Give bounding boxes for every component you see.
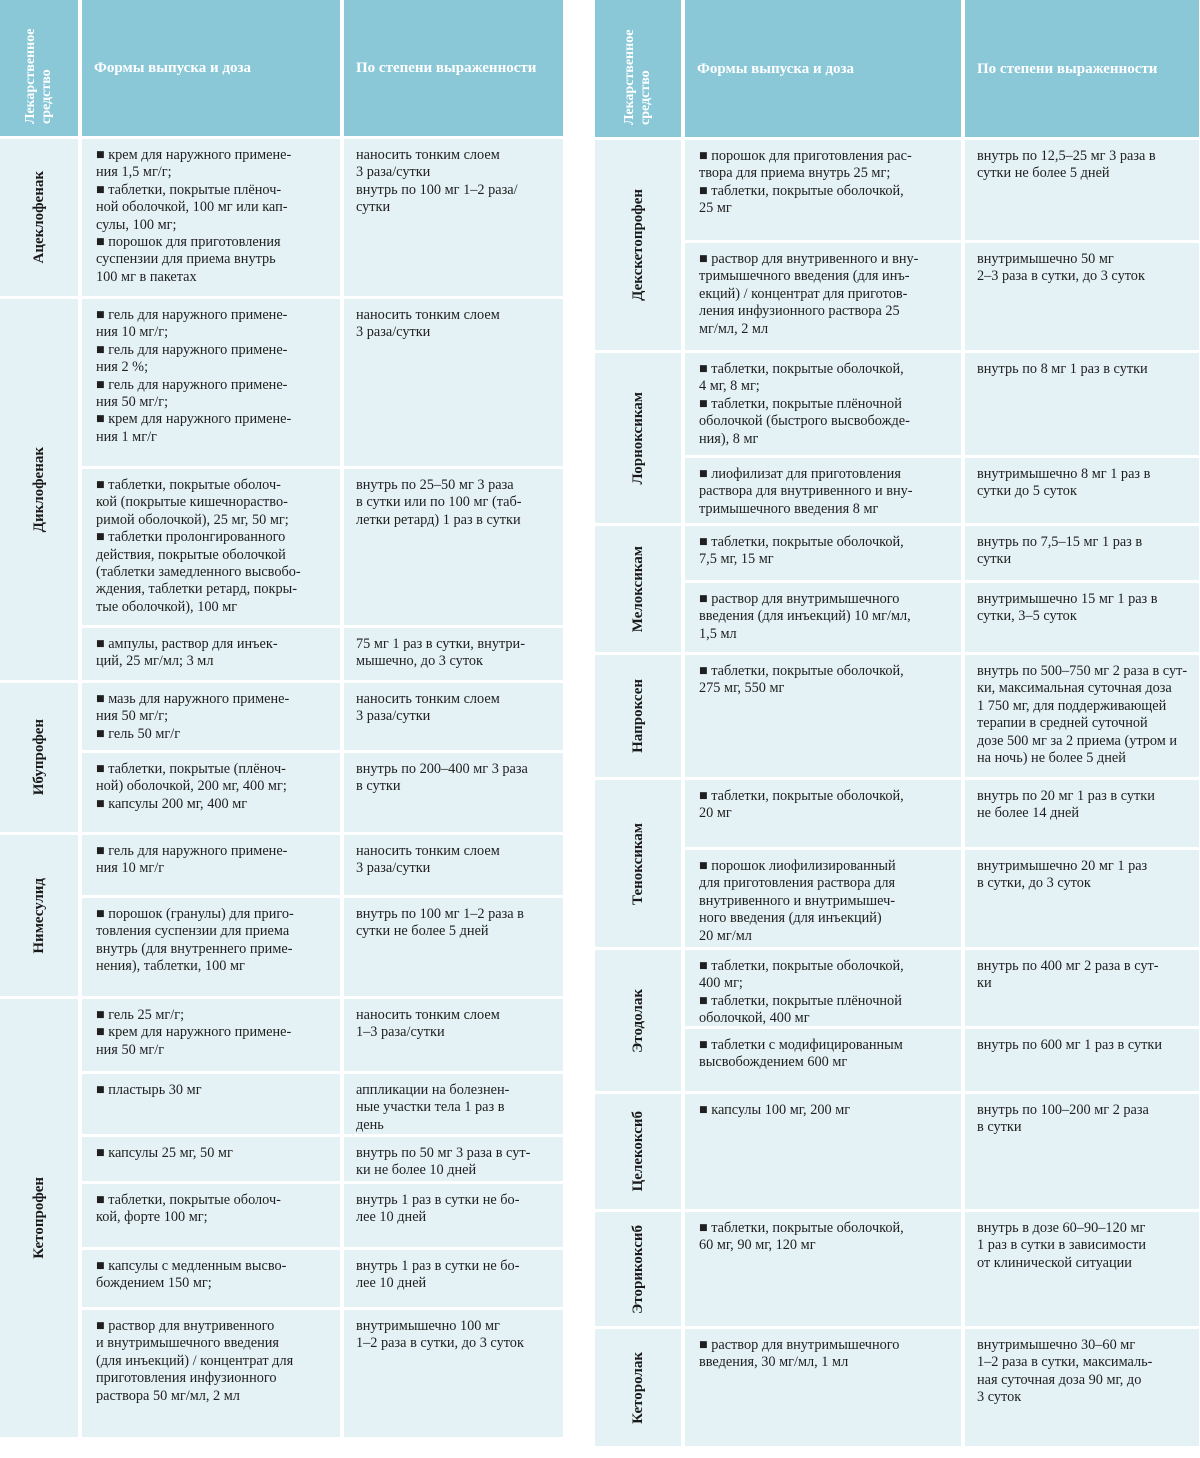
release-form-line: ■ таблетки, покрытые плёноч- [96,181,282,198]
release-forms-cell [82,1137,340,1181]
release-form-line: ■ крем для наружного примене- [96,147,292,163]
release-form-line: 4 мг, 8 мг; [699,378,760,395]
drug-name-cell [0,999,78,1437]
dosage-cell [344,628,563,680]
release-form-line: ■ пластырь 30 мг [96,1082,202,1098]
release-form-line: ■ лиофилизат для приготовления [699,466,901,482]
release-form-line: (таблетки замедленного высвобо- [96,564,301,581]
release-form-line: 20 мг/мл [699,927,752,944]
release-form-line: ■ раствор для внутривенного и вну- [699,251,919,267]
release-form-line: кой, форте 100 мг; [96,1209,208,1226]
dosage-line: наносить тонким слоем [356,1007,500,1023]
release-form-line: ■ капсулы с медленным высво- [96,1258,287,1274]
dosage-line: внутримышечно 15 мг 1 раз в [977,591,1158,607]
release-form-line: ■ гель для наружного примене- [96,843,288,859]
drug-name: Теноксикам [629,822,646,905]
dosage-cell [344,898,563,996]
dosage-line: 3 суток [977,1389,1022,1406]
release-form-line: ■ таблетки, покрытые плёночной [699,395,902,412]
release-form-line: ния 1,5 мг/г; [96,164,172,181]
release-forms-cell [82,628,340,680]
release-forms-cell [82,1184,340,1247]
dosage-line: 75 мг 1 раз в сутки, внутри- [356,636,525,652]
drug-name-cell [0,683,78,832]
dosage-cell [344,1074,563,1134]
dosage-line: ки [977,975,992,992]
release-form-line: ния 50 мг/г; [96,708,169,725]
drug-name: Нимесулид [30,877,47,954]
dosage-line: 2–3 раза в сутки, до 3 суток [977,268,1145,285]
header-dosage: По степени выраженности [965,0,1199,137]
dosage-cell [965,353,1199,455]
release-forms-cell [685,1212,961,1326]
release-forms-cell [685,1329,961,1446]
dosage-line: внутрь по 100 мг 1–2 раза/ [356,181,518,198]
dosage-cell [344,999,563,1071]
release-form-line: 20 мг [699,805,732,822]
release-forms-cell [685,243,961,350]
release-form-line: суспензии для приема внутрь [96,251,276,268]
dosage-line: внутрь по 12,5–25 мг 3 раза в [977,148,1156,164]
release-form-line: римой оболочкой), 25 мг, 50 мг; [96,511,289,528]
release-forms-cell [82,835,340,895]
drug-name-cell [595,655,681,777]
drug-name: Декскетопрофен [629,189,646,301]
release-forms-cell [685,655,961,777]
release-form-line: приготовления инфузионного [96,1370,277,1387]
dosage-line: внутрь по 25–50 мг 3 раза [356,477,514,493]
dosage-line: в сутки [356,778,401,795]
drug-name: Кеторолак [629,1351,646,1424]
dosage-line: внутрь по 100 мг 1–2 раза в [356,906,524,922]
release-form-line: 400 мг; [699,975,743,992]
release-form-line: ния 50 мг/г [96,1041,165,1058]
dosage-line: 1 раз в сутки в зависимости [977,1237,1147,1254]
dosage-line: внутрь в дозе 60–90–120 мг [977,1220,1146,1236]
release-form-line: ■ таблетки пролонгированного [96,529,286,546]
release-form-line: ■ порошок для приготовления [96,234,281,251]
release-form-line: ■ капсулы 100 мг, 200 мг [699,1102,851,1118]
dosage-line: дозе 500 мг за 2 приема (утром и [977,732,1178,749]
release-form-line: тримышечного введения 8 мг [699,500,879,517]
release-form-line: ■ ампулы, раствор для инъек- [96,636,278,652]
header-forms: Формы выпуска и доза [685,0,961,137]
dosage-line: сутки до 5 суток [977,483,1077,500]
dosage-cell [965,526,1199,580]
release-forms-cell [685,850,961,947]
dosage-line: мышечно, до 3 суток [356,653,483,670]
release-form-line: ■ таблетки с модифицированным [699,1037,903,1053]
release-form-line: екций) / концентрат для приготов- [699,285,908,302]
dosage-line: сутки [356,199,391,216]
dosage-cell [344,299,563,466]
release-form-line: кой (покрытые кишечнораство- [96,494,288,511]
drug-name-cell [595,780,681,947]
dosage-line: ки не более 10 дней [356,1162,477,1179]
drug-name: Целекоксиб [629,1111,646,1192]
drug-name-cell [595,1094,681,1209]
release-form-line: введения (для инъекций) 10 мг/мл, [699,608,911,625]
release-form-line: (для инъекций) / концентрат для [96,1352,294,1369]
dosage-cell [344,1310,563,1437]
dosage-cell [965,950,1199,1026]
release-form-line: ■ порошок лиофилизированный [699,858,896,874]
dosage-line: 1 750 мг, для поддерживающей [977,697,1167,714]
release-form-line: действия, покрытые оболочкой [96,546,286,563]
release-forms-cell [82,683,340,750]
dosage-line: ные участки тела 1 раз в [356,1099,505,1116]
dosage-cell [344,683,563,750]
dosage-line: 1–2 раза в сутки, максималь- [977,1354,1153,1371]
dosage-line: наносить тонким слоем [356,691,500,707]
dosage-cell [344,469,563,625]
release-form-line: тые оболочкой), 100 мг [96,598,238,615]
release-forms-cell [685,526,961,580]
release-form-line: ■ капсулы 200 мг, 400 мг [96,795,248,812]
dosage-line: внутрь по 200–400 мг 3 раза [356,761,528,777]
release-forms-cell [685,950,961,1026]
drug-name: Лорноксикам [629,391,646,485]
dosage-cell [965,655,1199,777]
right-dosage-table [595,0,1199,1458]
release-forms-cell [685,140,961,240]
drug-name: Диклофенак [30,446,47,533]
release-form-line: ■ крем для наружного примене- [96,411,292,428]
release-form-line: ния), 8 мг [699,430,759,447]
drug-name: Напроксен [629,679,646,753]
dosage-line: лее 10 дней [356,1275,427,1292]
release-form-line: оболочкой (быстрого высвобожде- [699,413,910,430]
dosage-line: внутримышечно 50 мг [977,251,1114,267]
dosage-line: не более 14 дней [977,805,1079,822]
release-forms-cell [685,1029,961,1091]
release-form-line: оболочкой, 400 мг [699,1010,810,1026]
dosage-line: лее 10 дней [356,1209,427,1226]
dosage-cell [344,1250,563,1307]
release-form-line: внутрь (для внутреннего приме- [96,940,293,957]
release-form-line: ния 10 мг/г [96,860,165,877]
release-form-line: ■ таблетки, покрытые оболочкой, [699,182,904,199]
release-form-line: внутривенного и внутримышеч- [699,892,896,909]
release-form-line: 100 мг в пакетах [96,268,197,285]
dosage-cell [965,458,1199,523]
drug-name-cell [595,526,681,652]
release-form-line: ■ гель для наружного примене- [96,341,288,358]
dosage-line: внутримышечно 30–60 мг [977,1337,1136,1353]
dosage-line: день [356,1116,384,1133]
left-dosage-table [0,0,563,1458]
drug-name-cell [595,353,681,523]
dosage-line: внутрь по 50 мг 3 раза в сут- [356,1145,531,1161]
release-forms-cell [685,1094,961,1209]
dosage-cell [965,1212,1199,1326]
dosage-cell [344,139,563,296]
release-form-line: ■ таблетки, покрытые оболочкой, [699,361,904,377]
release-form-line: ■ таблетки, покрытые плёночной [699,992,902,1009]
release-form-line: ной оболочкой, 100 мг или кап- [96,199,288,216]
release-form-line: раствора для внутривенного и вну- [699,483,913,500]
dosage-cell [344,1137,563,1181]
release-form-line: ■ гель для наружного примене- [96,307,288,323]
release-form-line: ■ гель 25 мг/г; [96,1007,185,1023]
dosage-line: 1–2 раза в сутки, до 3 суток [356,1335,524,1352]
dosage-cell [965,1094,1199,1209]
release-form-line: ■ таблетки, покрытые оболочкой, [699,788,904,804]
drug-name-cell [0,139,78,296]
release-form-line: ■ капсулы 25 мг, 50 мг [96,1145,233,1161]
dosage-line: наносить тонким слоем [356,843,500,859]
release-forms-cell [82,898,340,996]
dosage-line: сутки не более 5 дней [356,923,489,940]
header-drug-label: Лекарственное средство [23,28,54,124]
release-form-line: ■ таблетки, покрытые оболочкой, [699,534,904,550]
release-form-line: ■ раствор для внутримышечного [699,591,900,607]
dosage-line: 3 раза/сутки [356,324,431,341]
dosage-cell [965,583,1199,652]
dosage-line: внутримышечно 20 мг 1 раз [977,858,1148,874]
dosage-line: внутрь по 600 мг 1 раз в сутки [977,1037,1163,1053]
dosage-line: 1–3 раза/сутки [356,1024,445,1041]
dosage-line: на ночь) не более 5 дней [977,750,1126,767]
release-form-line: ждения, таблетки ретард, покры- [96,581,298,598]
dosage-line: 3 раза/сутки [356,164,431,181]
dosage-line: в сутки [977,1119,1022,1136]
drug-name-cell [0,299,78,680]
dosage-line: ная суточная доза 90 мг, до [977,1371,1142,1388]
release-forms-cell [685,458,961,523]
release-form-line: ■ таблетки, покрытые (плёноч- [96,761,286,777]
release-forms-cell [685,583,961,652]
dosage-line: аппликации на болезнен- [356,1082,510,1098]
dosage-cell [965,1329,1199,1446]
header-drug [595,0,681,137]
dosage-cell [965,850,1199,947]
header-drug-label: Лекарственное средство [622,29,653,125]
dosage-line: 3 раза/сутки [356,860,431,877]
dosage-line: сутки, 3–5 суток [977,608,1077,625]
dosage-line: внутрь по 8 мг 1 раз в сутки [977,361,1148,377]
dosage-cell [344,753,563,832]
dosage-line: внутрь по 500–750 мг 2 раза в сут- [977,663,1188,679]
release-form-line: ■ таблетки, покрытые оболочкой, [699,958,904,974]
header-drug [0,0,78,136]
release-form-line: товления суспензии для приема [96,923,290,940]
release-form-line: твора для приема внутрь 25 мг; [699,165,891,182]
header-forms: Формы выпуска и доза [82,0,340,136]
release-form-line: и внутримышечного введения [96,1335,279,1352]
dosage-line: внутримышечно 100 мг [356,1318,500,1334]
drug-name: Ацеклофенак [30,171,47,264]
dosage-line: внутримышечно 8 мг 1 раз в [977,466,1151,482]
dosage-cell [344,1184,563,1247]
dosage-line: от клинической ситуации [977,1254,1132,1271]
release-form-line: сулы, 100 мг; [96,216,177,233]
release-form-line: ■ раствор для внутримышечного [699,1337,900,1353]
release-forms-cell [82,753,340,832]
release-form-line: ного введения (для инъекций) [699,910,882,927]
drug-name: Этодолак [629,988,646,1053]
dosage-line: внутрь по 100–200 мг 2 раза [977,1102,1149,1118]
drug-name: Кетопрофен [30,1177,47,1259]
release-form-line: нения), таблетки, 100 мг [96,958,245,975]
release-forms-cell [82,1074,340,1134]
release-form-line: 7,5 мг, 15 мг [699,551,774,568]
release-form-line: ■ гель 50 мг/г [96,725,181,742]
drug-name-cell [595,1329,681,1446]
release-form-line: для приготовления раствора для [699,875,896,892]
release-forms-cell [685,780,961,847]
release-form-line: 60 мг, 90 мг, 120 мг [699,1237,816,1254]
dosage-line: внутрь 1 раз в сутки не бо- [356,1192,520,1208]
release-form-line: мг/мл, 2 мл [699,320,769,337]
release-form-line: ■ раствор для внутривенного [96,1318,275,1334]
release-form-line: ■ гель для наружного примене- [96,376,288,393]
release-form-line: ■ таблетки, покрытые оболоч- [96,477,281,493]
release-form-line: ния 50 мг/г; [96,394,169,411]
release-form-line: ■ таблетки, покрытые оболоч- [96,1192,281,1208]
drug-name-cell [595,1212,681,1326]
dosage-line: летки ретард) 1 раз в сутки [356,511,521,528]
dosage-line: сутки не более 5 дней [977,165,1110,182]
release-forms-cell [82,299,340,466]
dosage-line: сутки [977,551,1012,568]
release-form-line: 25 мг [699,200,732,217]
release-form-line: ния 2 %; [96,359,149,376]
release-form-line: раствора 50 мг/мл, 2 мл [96,1387,240,1404]
dosage-cell [965,1029,1199,1091]
dosage-line: внутрь по 7,5–15 мг 1 раз в [977,534,1143,550]
release-form-line: ■ крем для наружного примене- [96,1024,292,1041]
dosage-line: 3 раза/сутки [356,708,431,725]
release-form-line: введения, 30 мг/мл, 1 мл [699,1354,849,1371]
release-form-line: ■ порошок для приготовления рас- [699,148,912,164]
release-form-line: ной) оболочкой, 200 мг, 400 мг; [96,778,287,795]
release-form-line: ■ таблетки, покрытые оболочкой, [699,663,904,679]
release-form-line: ния 10 мг/г; [96,324,169,341]
release-form-line: тримышечного введения (для инъ- [699,268,910,285]
release-form-line: бождением 150 мг; [96,1275,212,1292]
drug-name-cell [0,835,78,996]
release-forms-cell [82,999,340,1071]
dosage-cell [344,835,563,895]
release-form-line: ■ порошок (гранулы) для приго- [96,906,294,922]
release-form-line: ций, 25 мг/мл; 3 мл [96,653,214,670]
release-form-line: 275 мг, 550 мг [699,680,785,697]
release-form-line: ■ мазь для наружного примене- [96,691,290,707]
release-forms-cell [82,469,340,625]
drug-name-cell [595,950,681,1091]
dosage-line: в сутки или по 100 мг (таб- [356,494,522,511]
release-form-line: ния 1 мг/г [96,428,157,445]
drug-name: Эторикоксиб [629,1224,646,1314]
release-forms-cell [82,139,340,296]
release-form-line: ления инфузионного раствора 25 [699,303,900,320]
release-forms-cell [685,353,961,455]
drug-name-cell [595,140,681,350]
release-form-line: высвобождением 600 мг [699,1054,848,1071]
dosage-line: терапии в средней суточной [977,715,1148,732]
release-forms-cell [82,1310,340,1437]
dosage-line: наносить тонким слоем [356,307,500,323]
dosage-line: внутрь по 400 мг 2 раза в сут- [977,958,1159,974]
dosage-line: внутрь по 20 мг 1 раз в сутки [977,788,1155,804]
dosage-line: наносить тонким слоем [356,147,500,163]
dosage-line: внутрь 1 раз в сутки не бо- [356,1258,520,1274]
dosage-cell [965,243,1199,350]
release-form-line: ■ таблетки, покрытые оболочкой, [699,1220,904,1236]
release-form-line: 1,5 мл [699,625,737,642]
drug-name: Ибупрофен [30,719,47,796]
dosage-line: в сутки, до 3 суток [977,875,1091,892]
dosage-cell [965,140,1199,240]
dosage-cell [965,780,1199,847]
drug-name: Мелоксикам [629,545,646,633]
dosage-line: ки, максимальная суточная доза [977,680,1172,697]
release-forms-cell [82,1250,340,1307]
header-dosage: По степени выраженности [344,0,563,136]
